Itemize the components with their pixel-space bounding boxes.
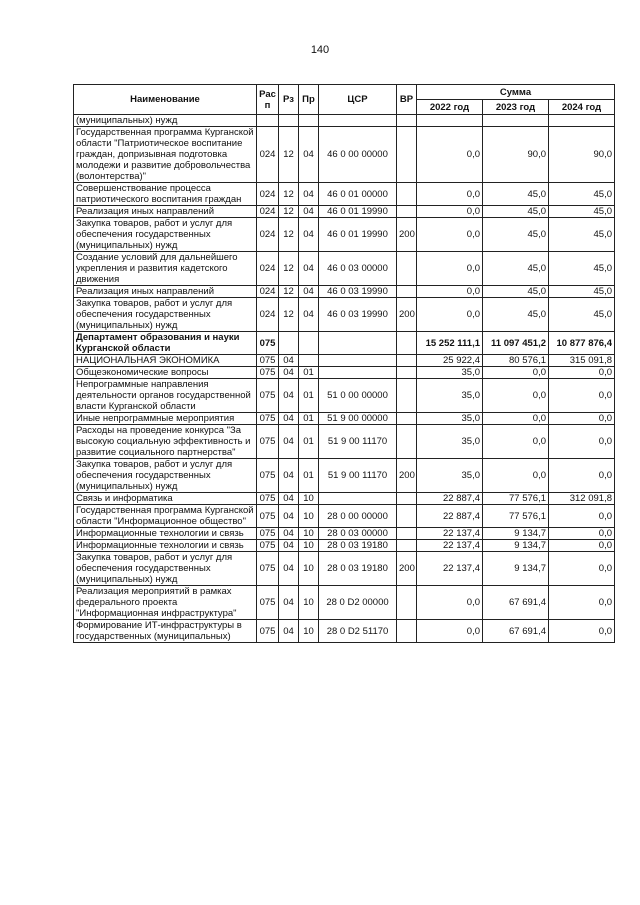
row-rasp: 024	[257, 183, 279, 206]
row-rasp: 024	[257, 206, 279, 218]
row-rasp: 075	[257, 552, 279, 586]
row-name: Информационные технологии и связь	[74, 528, 257, 540]
row-rz: 12	[279, 183, 299, 206]
table-row	[74, 127, 615, 183]
row-2023: 9 134,7	[483, 540, 549, 552]
row-2024: 0,0	[549, 552, 615, 586]
row-2024: 0,0	[549, 379, 615, 413]
table-row	[74, 218, 615, 252]
row-csr: 46 0 03 19990	[319, 286, 397, 298]
row-2024: 45,0	[549, 183, 615, 206]
row-pr: 01	[299, 379, 319, 413]
row-vr	[397, 367, 417, 379]
row-vr: 200	[397, 218, 417, 252]
row-rz	[279, 115, 299, 127]
row-2022: 0,0	[417, 127, 483, 183]
row-pr: 04	[299, 127, 319, 183]
row-csr: 51 9 00 11170	[319, 425, 397, 459]
budget-table	[73, 84, 615, 643]
row-vr	[397, 332, 417, 355]
row-pr: 10	[299, 505, 319, 528]
row-name: Закупка товаров, работ и услуг для обеспечения государственных (муниципальных) нужд	[74, 218, 257, 252]
row-2024: 45,0	[549, 286, 615, 298]
row-2024: 312 091,8	[549, 493, 615, 505]
header-rasp: Рас п	[257, 85, 279, 115]
row-rasp: 024	[257, 252, 279, 286]
row-vr	[397, 425, 417, 459]
row-2022: 35,0	[417, 459, 483, 493]
row-csr: 51 9 00 00000	[319, 413, 397, 425]
row-rasp: 075	[257, 379, 279, 413]
row-name: Формирование ИТ-инфраструктуры в государственных (муниципальных)	[74, 620, 257, 643]
header-2023: 2023 год	[483, 100, 549, 115]
row-vr	[397, 127, 417, 183]
row-rasp: 075	[257, 332, 279, 355]
row-pr: 10	[299, 528, 319, 540]
row-rasp: 024	[257, 298, 279, 332]
row-2022: 22 887,4	[417, 493, 483, 505]
row-rz: 04	[279, 540, 299, 552]
row-vr: 200	[397, 552, 417, 586]
row-name: Совершенствование процесса патриотического воспитания граждан	[74, 183, 257, 206]
row-csr: 46 0 03 19990	[319, 298, 397, 332]
row-rasp	[257, 115, 279, 127]
row-2024: 315 091,8	[549, 355, 615, 367]
row-csr	[319, 367, 397, 379]
header-sum: Сумма	[417, 85, 615, 100]
row-rasp: 075	[257, 620, 279, 643]
row-rz: 04	[279, 425, 299, 459]
row-2023: 77 576,1	[483, 505, 549, 528]
row-name: Закупка товаров, работ и услуг для обеспечения государственных (муниципальных) нужд	[74, 552, 257, 586]
row-rasp: 075	[257, 459, 279, 493]
row-name: Иные непрограммные мероприятия	[74, 413, 257, 425]
row-2022: 0,0	[417, 206, 483, 218]
table-row	[74, 367, 615, 379]
row-2022: 0,0	[417, 620, 483, 643]
row-2023: 45,0	[483, 218, 549, 252]
row-pr: 01	[299, 459, 319, 493]
table-row	[74, 540, 615, 552]
row-rasp: 075	[257, 425, 279, 459]
row-rz: 04	[279, 552, 299, 586]
row-csr	[319, 115, 397, 127]
row-2024	[549, 115, 615, 127]
row-rasp: 075	[257, 586, 279, 620]
row-rasp: 075	[257, 493, 279, 505]
row-2023: 9 134,7	[483, 552, 549, 586]
row-vr	[397, 206, 417, 218]
row-2023: 45,0	[483, 298, 549, 332]
row-name: Реализация иных направлений	[74, 286, 257, 298]
row-2023: 67 691,4	[483, 620, 549, 643]
row-vr	[397, 493, 417, 505]
row-2024: 0,0	[549, 528, 615, 540]
row-pr	[299, 115, 319, 127]
row-rasp: 075	[257, 505, 279, 528]
row-2022: 0,0	[417, 183, 483, 206]
row-vr	[397, 355, 417, 367]
row-2024: 0,0	[549, 425, 615, 459]
row-name: Непрограммные направления деятельности органов государственной власти Курганской области	[74, 379, 257, 413]
row-2022: 35,0	[417, 367, 483, 379]
row-2023: 67 691,4	[483, 586, 549, 620]
table-row	[74, 183, 615, 206]
row-2023: 0,0	[483, 379, 549, 413]
row-csr	[319, 355, 397, 367]
row-rz: 04	[279, 367, 299, 379]
row-2023: 0,0	[483, 413, 549, 425]
row-pr	[299, 332, 319, 355]
row-2022: 22 137,4	[417, 528, 483, 540]
row-rz: 12	[279, 286, 299, 298]
row-pr: 10	[299, 493, 319, 505]
row-csr: 46 0 03 00000	[319, 252, 397, 286]
row-rz: 04	[279, 586, 299, 620]
table-row	[74, 425, 615, 459]
row-name: (муниципальных) нужд	[74, 115, 257, 127]
row-csr: 28 0 D2 51170	[319, 620, 397, 643]
row-rz: 12	[279, 127, 299, 183]
row-vr	[397, 115, 417, 127]
header-rz: Рз	[279, 85, 299, 115]
row-vr	[397, 505, 417, 528]
row-2022	[417, 115, 483, 127]
row-rz: 04	[279, 528, 299, 540]
row-name: Реализация мероприятий в рамках федерального проекта "Информационная инфраструктура"	[74, 586, 257, 620]
row-2023: 0,0	[483, 367, 549, 379]
row-2023: 45,0	[483, 252, 549, 286]
row-pr: 01	[299, 425, 319, 459]
row-pr: 10	[299, 620, 319, 643]
row-rz: 12	[279, 252, 299, 286]
row-pr: 01	[299, 413, 319, 425]
row-rasp: 024	[257, 286, 279, 298]
row-2023: 45,0	[483, 183, 549, 206]
row-pr	[299, 355, 319, 367]
header-name: Наименование	[74, 85, 257, 115]
row-vr	[397, 540, 417, 552]
table-row	[74, 355, 615, 367]
row-2022: 25 922,4	[417, 355, 483, 367]
table-row	[74, 528, 615, 540]
row-name: Закупка товаров, работ и услуг для обеспечения государственных (муниципальных) нужд	[74, 459, 257, 493]
row-csr: 28 0 03 00000	[319, 528, 397, 540]
row-rasp: 075	[257, 528, 279, 540]
row-vr: 200	[397, 459, 417, 493]
row-rz: 04	[279, 620, 299, 643]
row-csr: 28 0 03 19180	[319, 540, 397, 552]
table-row	[74, 252, 615, 286]
row-vr	[397, 252, 417, 286]
row-rasp: 075	[257, 355, 279, 367]
row-vr	[397, 379, 417, 413]
table-row	[74, 493, 615, 505]
table-row	[74, 206, 615, 218]
row-name: Общеэкономические вопросы	[74, 367, 257, 379]
row-rasp: 024	[257, 218, 279, 252]
row-csr	[319, 332, 397, 355]
row-2022: 0,0	[417, 286, 483, 298]
row-2024: 45,0	[549, 218, 615, 252]
row-csr: 28 0 D2 00000	[319, 586, 397, 620]
header-2024: 2024 год	[549, 100, 615, 115]
header-2022: 2022 год	[417, 100, 483, 115]
row-name: НАЦИОНАЛЬНАЯ ЭКОНОМИКА	[74, 355, 257, 367]
row-pr: 04	[299, 298, 319, 332]
page-number: 140	[310, 44, 330, 56]
row-pr: 10	[299, 540, 319, 552]
row-rasp: 075	[257, 540, 279, 552]
row-rz: 04	[279, 413, 299, 425]
row-name: Информационные технологии и связь	[74, 540, 257, 552]
table-row	[74, 115, 615, 127]
table-row	[74, 413, 615, 425]
row-pr: 04	[299, 206, 319, 218]
row-2024: 45,0	[549, 252, 615, 286]
row-rasp: 075	[257, 367, 279, 379]
row-pr: 01	[299, 367, 319, 379]
row-name: Закупка товаров, работ и услуг для обеспечения государственных (муниципальных) нужд	[74, 298, 257, 332]
row-2022: 35,0	[417, 425, 483, 459]
row-2024: 0,0	[549, 505, 615, 528]
row-name: Создание условий для дальнейшего укрепления и развития кадетского движения	[74, 252, 257, 286]
row-2024: 0,0	[549, 540, 615, 552]
row-csr: 28 0 00 00000	[319, 505, 397, 528]
row-rz: 04	[279, 505, 299, 528]
table-row	[74, 552, 615, 586]
row-2022: 22 137,4	[417, 540, 483, 552]
row-2022: 15 252 111,1	[417, 332, 483, 355]
row-2023: 11 097 451,2	[483, 332, 549, 355]
row-csr: 51 9 00 11170	[319, 459, 397, 493]
header-csr: ЦСР	[319, 85, 397, 115]
row-name: Государственная программа Курганской области "Патриотическое воспитание граждан, допризывная подготовка молодежи и развитие добровольчества (волонтерства)"	[74, 127, 257, 183]
row-csr: 46 0 01 19990	[319, 206, 397, 218]
row-rz: 04	[279, 493, 299, 505]
table-row	[74, 298, 615, 332]
row-csr: 46 0 00 00000	[319, 127, 397, 183]
row-vr	[397, 620, 417, 643]
row-pr: 04	[299, 183, 319, 206]
row-2024: 0,0	[549, 586, 615, 620]
row-name: Государственная программа Курганской области "Информационное общество"	[74, 505, 257, 528]
row-2022: 0,0	[417, 586, 483, 620]
row-pr: 04	[299, 252, 319, 286]
row-csr: 46 0 01 00000	[319, 183, 397, 206]
row-pr: 10	[299, 552, 319, 586]
row-2024: 0,0	[549, 620, 615, 643]
row-2024: 10 877 876,4	[549, 332, 615, 355]
row-csr: 28 0 03 19180	[319, 552, 397, 586]
row-vr	[397, 528, 417, 540]
row-pr: 04	[299, 286, 319, 298]
row-pr: 10	[299, 586, 319, 620]
row-name: Расходы на проведение конкурса "За высокую социальную эффективность и развитие социального партнерства"	[74, 425, 257, 459]
row-rz: 04	[279, 379, 299, 413]
table-row	[74, 586, 615, 620]
row-2023: 45,0	[483, 286, 549, 298]
row-2022: 35,0	[417, 413, 483, 425]
row-csr: 51 0 00 00000	[319, 379, 397, 413]
row-2022: 0,0	[417, 218, 483, 252]
row-vr	[397, 183, 417, 206]
row-name: Департамент образования и науки Курганской области	[74, 332, 257, 355]
row-2022: 22 137,4	[417, 552, 483, 586]
header-vr: ВР	[397, 85, 417, 115]
row-2023: 0,0	[483, 459, 549, 493]
row-2022: 35,0	[417, 379, 483, 413]
row-2024: 0,0	[549, 367, 615, 379]
row-rz	[279, 332, 299, 355]
row-rz: 12	[279, 218, 299, 252]
row-2024: 0,0	[549, 459, 615, 493]
row-2023: 45,0	[483, 206, 549, 218]
row-2022: 0,0	[417, 252, 483, 286]
row-2024: 45,0	[549, 206, 615, 218]
row-rz: 04	[279, 355, 299, 367]
row-2022: 22 887,4	[417, 505, 483, 528]
row-2023: 0,0	[483, 425, 549, 459]
table-row	[74, 505, 615, 528]
row-rz: 04	[279, 459, 299, 493]
table-row	[74, 459, 615, 493]
row-2024: 45,0	[549, 298, 615, 332]
row-2023	[483, 115, 549, 127]
table-row	[74, 332, 615, 355]
row-rasp: 024	[257, 127, 279, 183]
row-2024: 0,0	[549, 413, 615, 425]
row-vr: 200	[397, 298, 417, 332]
row-rz: 12	[279, 298, 299, 332]
table-row	[74, 379, 615, 413]
row-vr	[397, 586, 417, 620]
row-vr	[397, 413, 417, 425]
row-name: Реализация иных направлений	[74, 206, 257, 218]
row-2023: 80 576,1	[483, 355, 549, 367]
row-rz: 12	[279, 206, 299, 218]
row-csr	[319, 493, 397, 505]
row-2023: 90,0	[483, 127, 549, 183]
row-2023: 77 576,1	[483, 493, 549, 505]
row-csr: 46 0 01 19990	[319, 218, 397, 252]
table-row	[74, 286, 615, 298]
row-pr: 04	[299, 218, 319, 252]
row-vr	[397, 286, 417, 298]
header-pr: Пр	[299, 85, 319, 115]
row-2024: 90,0	[549, 127, 615, 183]
row-2023: 9 134,7	[483, 528, 549, 540]
row-rasp: 075	[257, 413, 279, 425]
row-2022: 0,0	[417, 298, 483, 332]
table-row	[74, 620, 615, 643]
row-name: Связь и информатика	[74, 493, 257, 505]
header-row	[74, 85, 615, 100]
